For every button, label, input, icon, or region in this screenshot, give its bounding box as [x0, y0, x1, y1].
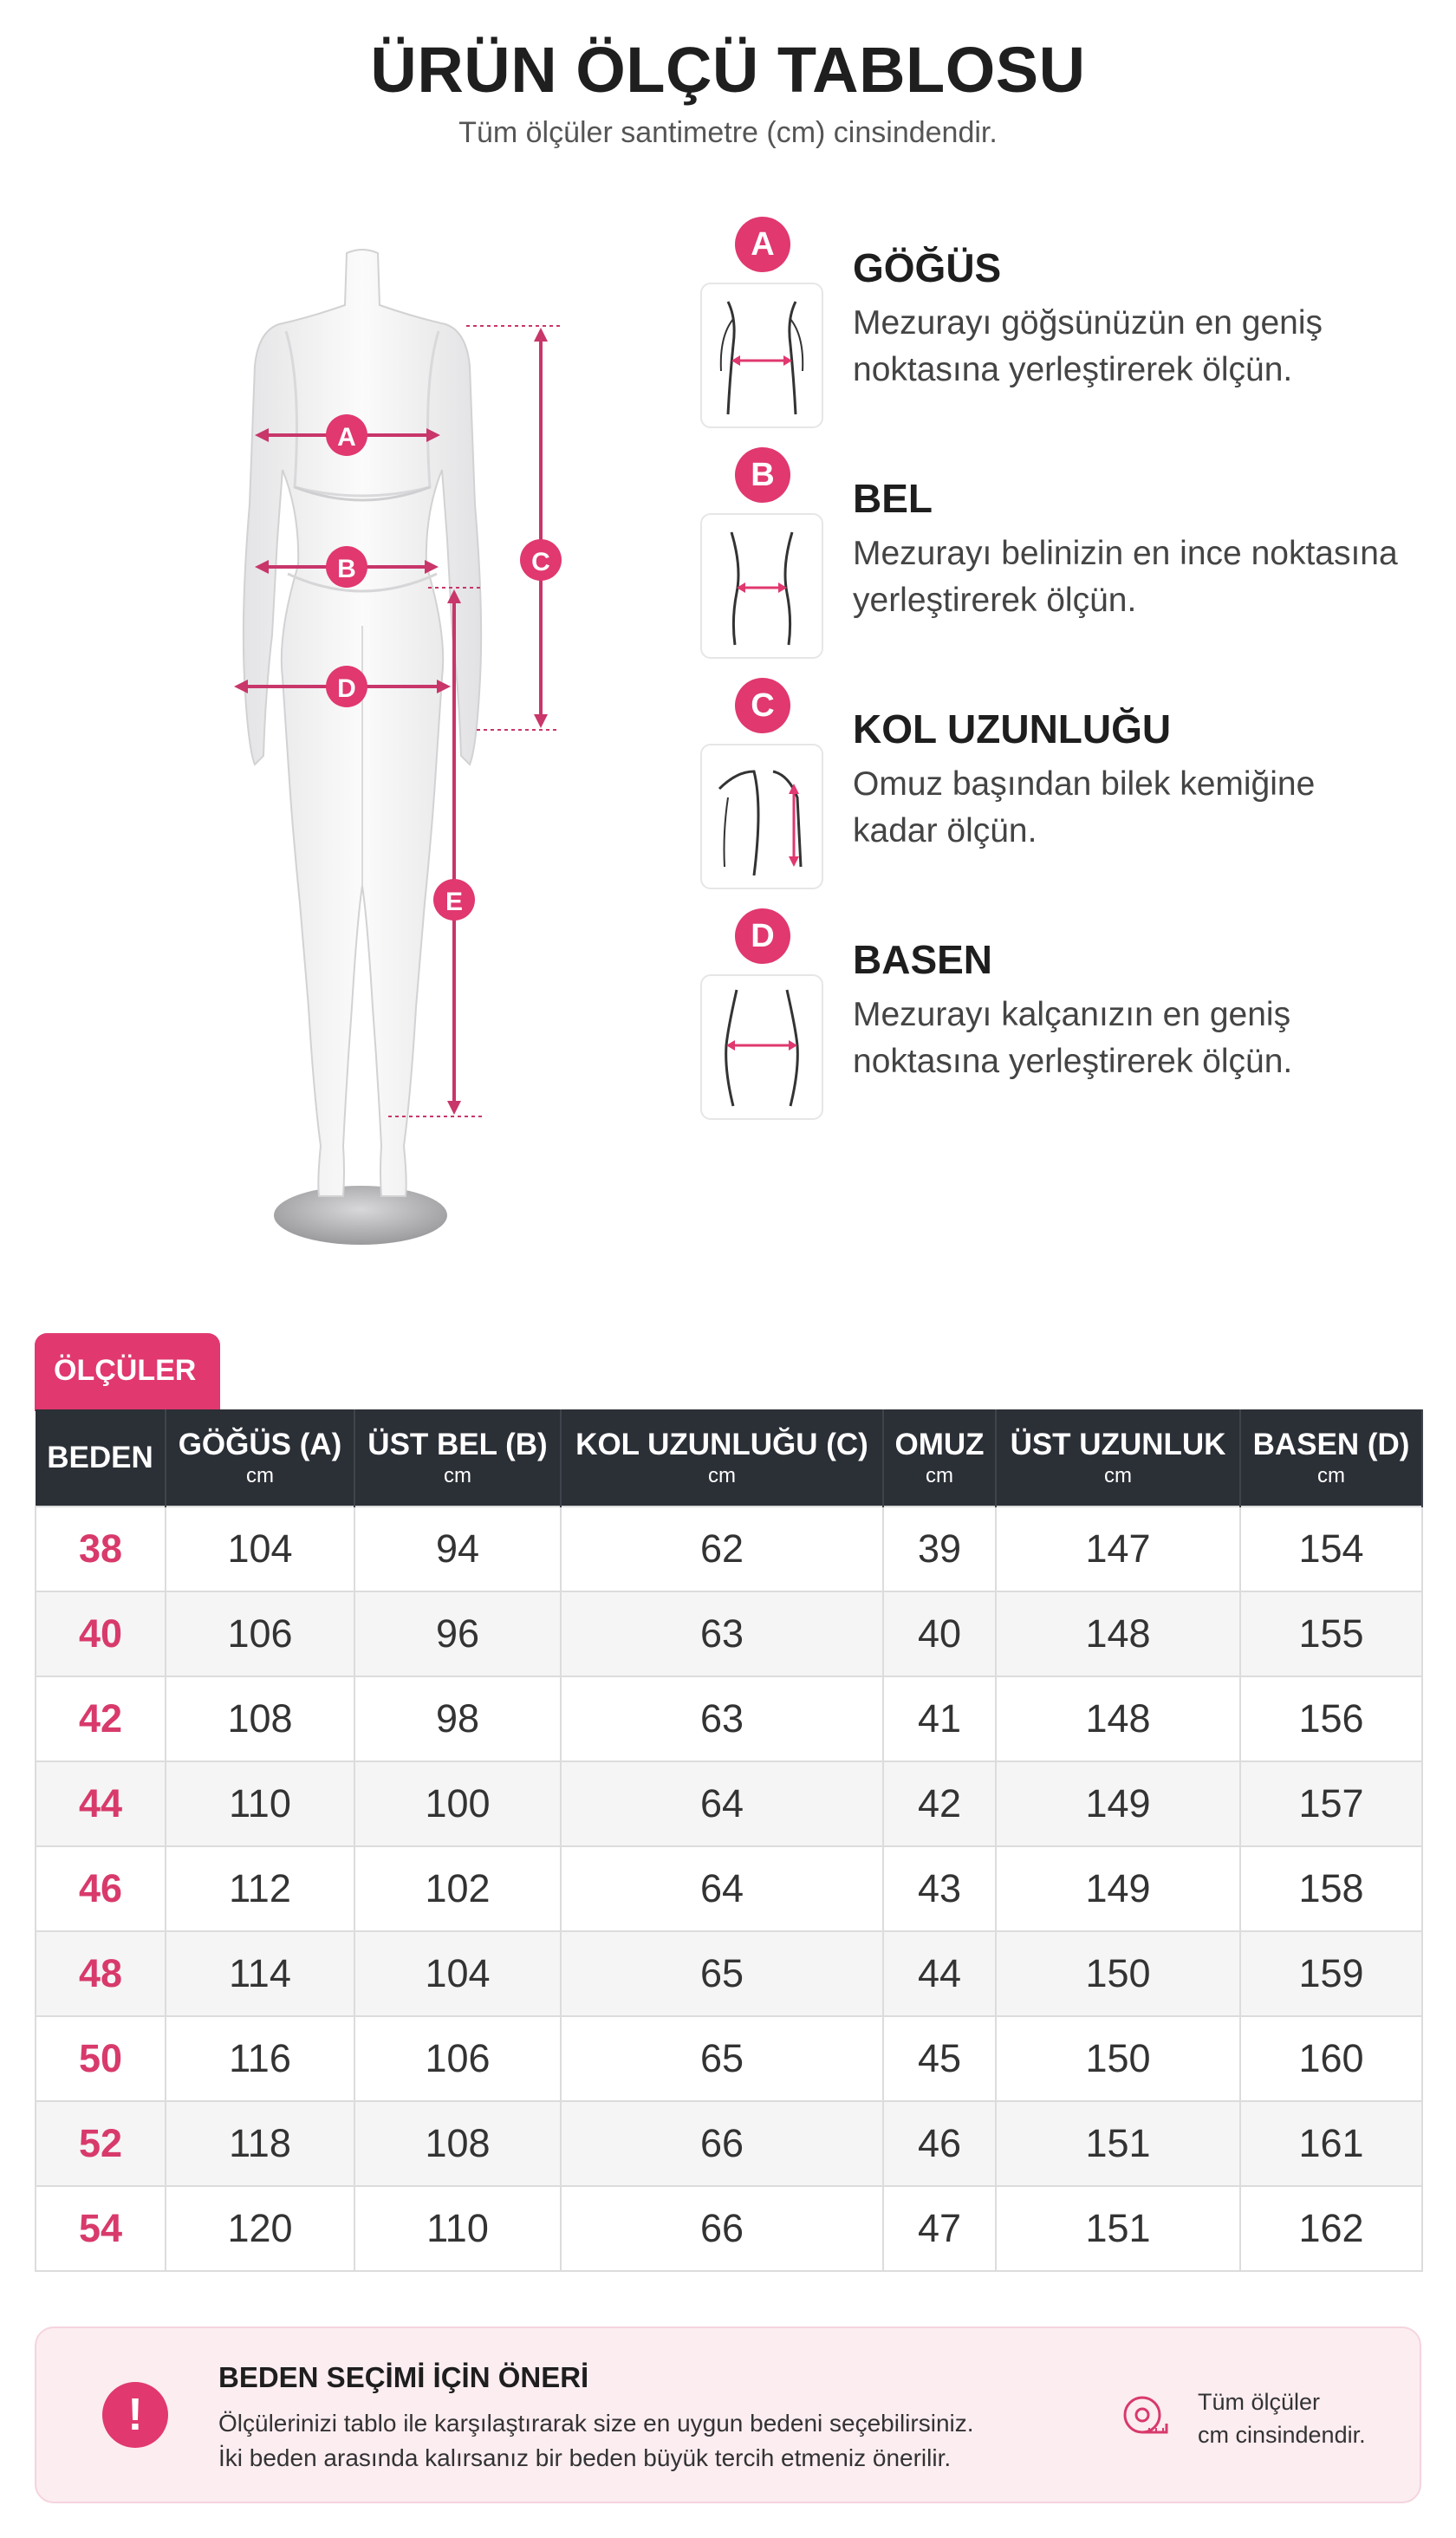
table-cell: 148	[996, 1676, 1240, 1761]
chest-body-icon	[700, 283, 823, 428]
size-cell: 50	[36, 2016, 166, 2101]
measurement-title: GÖĞÜS	[853, 245, 1002, 290]
mannequin-illustration	[102, 227, 593, 1259]
table-cell: 149	[996, 1761, 1240, 1846]
size-cell: 42	[36, 1676, 166, 1761]
column-header	[883, 1409, 996, 1507]
measurement-description	[853, 300, 1425, 394]
table-cell: 148	[996, 1591, 1240, 1676]
table-cell: 160	[1240, 2016, 1422, 2101]
tip-title: BEDEN SEÇİMİ İÇİN ÖNERİ	[218, 2361, 589, 2393]
table-cell: 151	[996, 2101, 1240, 2186]
column-header-label: ÜST BEL (B)	[367, 1427, 548, 1461]
column-unit: cm	[1104, 1463, 1132, 1487]
table-row	[36, 1507, 1422, 1591]
table-cell: 159	[1240, 1931, 1422, 2016]
table-cell: 112	[166, 1846, 354, 1931]
table-cell: 44	[883, 1931, 996, 2016]
measurement-chest	[700, 217, 1428, 447]
measurement-title: KOL UZUNLUĞU	[853, 706, 1172, 752]
size-cell: 48	[36, 1931, 166, 2016]
marker-e-label: E	[445, 888, 464, 916]
size-cell: 38	[36, 1507, 166, 1591]
table-cell: 149	[996, 1846, 1240, 1931]
table-cell: 118	[166, 2101, 354, 2186]
table-cell: 64	[561, 1761, 883, 1846]
unit-note: Tüm ölçüler	[1198, 2389, 1321, 2415]
description-line: Mezurayı belinizin en ince noktasına	[853, 535, 1398, 572]
table-cell: 154	[1240, 1507, 1422, 1591]
table-cell: 156	[1240, 1676, 1422, 1761]
measuring-tape-icon	[1120, 2391, 1172, 2443]
size-tip-box	[35, 2326, 1421, 2503]
measurement-description	[853, 530, 1425, 624]
measurement-description	[853, 761, 1425, 855]
marker-d-label: D	[337, 674, 356, 703]
column-header-label: GÖĞÜS (A)	[178, 1427, 342, 1461]
unit-note: cm cinsindendir.	[1198, 2422, 1366, 2448]
badge-c: C	[735, 678, 790, 733]
column-header-label: OMUZ	[894, 1427, 985, 1461]
description-line: kadar ölçün.	[853, 812, 1037, 849]
table-cell: 47	[883, 2186, 996, 2271]
table-row	[36, 1761, 1422, 1846]
table-cell: 108	[166, 1676, 354, 1761]
table-cell: 94	[354, 1507, 561, 1591]
table-cell: 62	[561, 1507, 883, 1591]
size-cell: 54	[36, 2186, 166, 2271]
table-cell: 100	[354, 1761, 561, 1846]
badge-a: A	[735, 217, 790, 272]
hip-body-icon	[700, 974, 823, 1120]
description-line: Mezurayı kalçanızın en geniş	[853, 996, 1291, 1033]
page-subtitle: Tüm ölçüler santimetre (cm) cinsindendir.	[458, 116, 998, 149]
table-header-row	[36, 1409, 1422, 1507]
mannequin-figure	[102, 227, 593, 1259]
measurement-title: BASEN	[853, 937, 993, 982]
size-cell: 44	[36, 1761, 166, 1846]
table-cell: 104	[354, 1931, 561, 2016]
page-title: ÜRÜN ÖLÇÜ TABLOSU	[370, 34, 1086, 106]
table-cell: 108	[354, 2101, 561, 2186]
measurement-description	[853, 992, 1425, 1085]
size-cell: 46	[36, 1846, 166, 1931]
marker-b-label: B	[337, 555, 356, 583]
table-cell: 96	[354, 1591, 561, 1676]
table-row	[36, 2101, 1422, 2186]
tip-text: Ölçülerinizi tablo ile karşılaştırarak size en uygun bedeni seçebilirsiniz.	[218, 2410, 974, 2437]
table-cell: 66	[561, 2186, 883, 2271]
measurement-hip	[700, 908, 1428, 1139]
description-line: Mezurayı göğsünüzün en geniş	[853, 304, 1323, 342]
column-header	[166, 1409, 354, 1507]
table-cell: 104	[166, 1507, 354, 1591]
table-cell: 151	[996, 2186, 1240, 2271]
marker-c-label: C	[531, 548, 550, 576]
table-row	[36, 1591, 1422, 1676]
table-cell: 63	[561, 1676, 883, 1761]
table-cell: 110	[166, 1761, 354, 1846]
tip-text: İki beden arasında kalırsanız bir beden büyük tercih etmeniz önerilir.	[218, 2444, 952, 2471]
arm-length-icon	[700, 744, 823, 889]
waist-body-icon	[700, 513, 823, 659]
table-cell: 106	[166, 1591, 354, 1676]
measurement-guide	[700, 217, 1428, 1139]
description-line: Omuz başından bilek kemiğine	[853, 765, 1316, 803]
table-row	[36, 1931, 1422, 2016]
column-unit: cm	[444, 1463, 471, 1487]
size-cell: 52	[36, 2101, 166, 2186]
table-cell: 63	[561, 1591, 883, 1676]
table-cell: 102	[354, 1846, 561, 1931]
table-cell: 42	[883, 1761, 996, 1846]
column-unit: cm	[1317, 1463, 1345, 1487]
table-body	[36, 1507, 1422, 2271]
exclamation-icon: !	[102, 2382, 168, 2448]
column-unit: cm	[246, 1463, 274, 1487]
description-line: noktasına yerleştirerek ölçün.	[853, 1043, 1293, 1080]
table-cell: 162	[1240, 2186, 1422, 2271]
table-cell: 110	[354, 2186, 561, 2271]
measurement-waist	[700, 447, 1428, 678]
column-header	[354, 1409, 561, 1507]
column-header	[996, 1409, 1240, 1507]
column-unit: cm	[926, 1463, 953, 1487]
size-table	[35, 1409, 1423, 2272]
measurement-title: BEL	[853, 476, 933, 521]
table-cell: 158	[1240, 1846, 1422, 1931]
table-row	[36, 2016, 1422, 2101]
table-cell: 65	[561, 1931, 883, 2016]
table-row	[36, 1846, 1422, 1931]
column-unit: cm	[708, 1463, 736, 1487]
table-tab-label: ÖLÇÜLER	[35, 1333, 220, 1411]
table-row	[36, 1676, 1422, 1761]
size-cell: 40	[36, 1591, 166, 1676]
table-cell: 40	[883, 1591, 996, 1676]
marker-a-label: A	[337, 423, 356, 452]
table-row	[36, 2186, 1422, 2271]
table-cell: 39	[883, 1507, 996, 1591]
measurement-sleeve	[700, 678, 1428, 908]
table-cell: 120	[166, 2186, 354, 2271]
table-cell: 45	[883, 2016, 996, 2101]
table-cell: 66	[561, 2101, 883, 2186]
column-header	[36, 1409, 166, 1507]
table-cell: 106	[354, 2016, 561, 2101]
column-header	[561, 1409, 883, 1507]
table-cell: 150	[996, 1931, 1240, 2016]
table-cell: 147	[996, 1507, 1240, 1591]
table-cell: 161	[1240, 2101, 1422, 2186]
badge-b: B	[735, 447, 790, 503]
badge-d: D	[735, 908, 790, 964]
table-cell: 150	[996, 2016, 1240, 2101]
description-line: noktasına yerleştirerek ölçün.	[853, 351, 1293, 388]
table-cell: 43	[883, 1846, 996, 1931]
table-cell: 46	[883, 2101, 996, 2186]
table-cell: 41	[883, 1676, 996, 1761]
table-cell: 116	[166, 2016, 354, 2101]
column-header-label: BEDEN	[47, 1440, 153, 1474]
table-cell: 65	[561, 2016, 883, 2101]
table-cell: 114	[166, 1931, 354, 2016]
column-header	[1240, 1409, 1422, 1507]
column-header-label: BASEN (D)	[1252, 1427, 1410, 1461]
table-cell: 64	[561, 1846, 883, 1931]
table-cell: 98	[354, 1676, 561, 1761]
table-cell: 157	[1240, 1761, 1422, 1846]
table-cell: 155	[1240, 1591, 1422, 1676]
column-header-label: KOL UZUNLUĞU (C)	[575, 1427, 868, 1461]
description-line: yerleştirerek ölçün.	[853, 582, 1137, 619]
column-header-label: ÜST UZUNLUK	[1010, 1427, 1226, 1461]
